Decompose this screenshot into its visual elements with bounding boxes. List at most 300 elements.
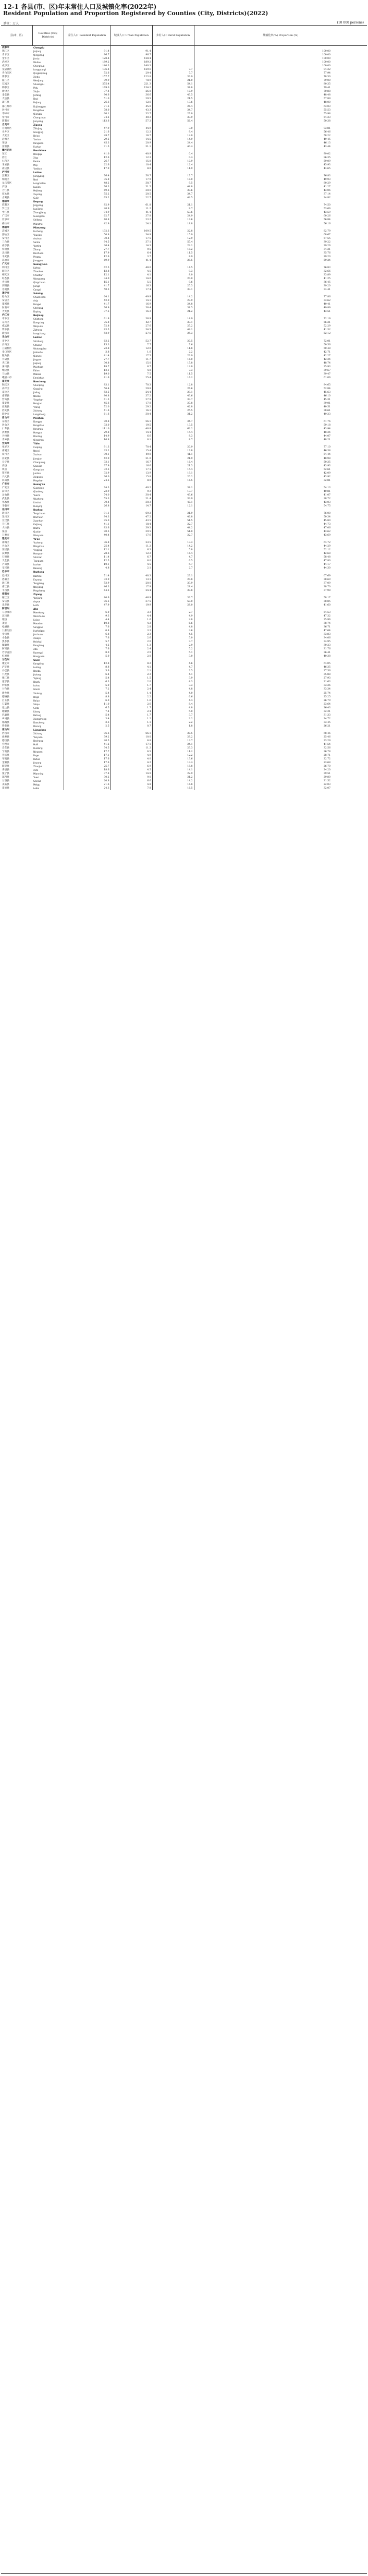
table-row [1,343,367,347]
table-row [1,203,367,207]
cell-urban: 27.6 [111,324,152,328]
cell-rural: 12.0 [152,134,194,138]
cell-area-en: Anzhou [33,237,42,240]
cell-rural [152,46,194,50]
table-row [1,218,367,222]
cell-resident: 6.4 [64,673,111,676]
cell-area: 夹江县 [2,361,9,365]
cell-area: 珙县 [2,468,7,471]
cell-area-en: Ebian [33,369,40,372]
cell-area-en: Muchuan [33,365,44,368]
cell-rate: 34.31 [194,248,367,251]
cell-area-en: Ganzi [33,688,40,691]
cell-rate: 44.73 [194,523,367,526]
table-row [1,438,367,442]
cell-area: 巴塘县 [2,713,9,717]
cell-area: 天全县 [2,560,9,563]
table-row [1,68,367,71]
cell-rate: 27.93 [194,676,367,680]
cell-area-en: Changning [33,461,45,464]
cell-rate: 24.20 [194,768,367,772]
cell-rate: 39.67 [194,369,367,372]
cell-urban: 52.7 [111,340,152,343]
cell-rate: 40.81 [194,490,367,493]
cell-rural: 27.9 [152,299,194,303]
cell-urban: 2.6 [111,703,152,706]
cell-area-en: Fucheng [33,229,43,233]
cell-resident: 5.7 [64,640,111,644]
cell-area-en: Zhongjiang [33,211,46,214]
cell-resident: 23.9 [64,490,111,493]
cell-urban: 7.7 [111,343,152,347]
cell-urban: 9.0 [111,776,152,779]
cell-area-en: Jiulong [33,673,41,676]
cell-urban: 3.3 [111,629,152,633]
cell-area-en: Xiqu [33,156,39,159]
cell-area-en: Pengzhou [33,108,44,112]
cell-resident: 96.6 [64,732,111,735]
cell-area-en: Nanbu [33,394,41,397]
cell-resident: 48.2 [64,182,111,185]
cell-resident: 19.0 [64,372,111,376]
cell-resident: 33.0 [64,424,111,427]
cell-rural: 54.1 [152,82,194,86]
cell-rural: 20.5 [152,340,194,343]
cell-area-en: Maerkang [33,611,44,614]
cell-rate: 46.13 [194,141,367,145]
cell-urban: 34.5 [111,328,152,332]
cell-area-en: Yuechi [33,493,41,497]
cell-rate [194,508,367,512]
table-row [1,127,367,130]
table-row [1,266,367,270]
cell-rate: 35.88 [194,673,367,676]
table-row [1,365,367,369]
table-row [1,79,367,82]
cell-urban [111,123,152,127]
cell-rural: 18.8 [152,765,194,768]
cell-rural: 12.2 [152,754,194,757]
cell-urban: 49.0 [111,453,152,456]
cell-area-en: Qingshen [33,439,44,442]
cell-urban: 6.3 [111,548,152,552]
cell-resident: 7.4 [64,710,111,713]
cell-resident: 17.9 [64,167,111,171]
cell-rural [152,64,194,68]
cell-rural: 11.8 [152,347,194,350]
cell-rural: 11.5 [152,372,194,376]
cell-area-en: Yucheng [33,541,43,545]
cell-rate: 55.53 [194,108,367,112]
cell-area: 攀枝花市 [2,149,12,152]
cell-area: 安居区 [2,299,9,303]
cell-rate: 45.63 [194,391,367,394]
cell-area-en: Yilong [33,406,40,409]
cell-rural: 9.7 [152,207,194,211]
cell-area-en: Shizhong [33,340,44,343]
table-row [1,189,367,192]
cell-rate: 30.23 [194,644,367,647]
table-row [1,369,367,372]
cell-rural: 34.7 [152,108,194,112]
cell-area: 巴州区 [2,574,9,577]
cell-resident: 96.7 [64,53,111,57]
cell-area: 峨眉山市 [2,376,12,379]
cell-area: 苍溪县 [2,288,9,292]
cell-rural: 14.1 [152,768,194,772]
cell-urban: 1.1 [111,721,152,724]
cell-rate: 38.85 [194,600,367,603]
cell-urban: 25.4 [111,376,152,380]
cell-urban: 129.6 [111,68,152,71]
table-row [1,156,367,160]
cell-resident: 17.6 [64,757,111,761]
cell-area: 若尔盖县 [2,651,12,655]
cell-rate: 93.81 [194,127,367,130]
table-row [1,566,367,570]
cell-area: 沿滩区 [2,138,9,141]
table-row [1,717,367,721]
table-row [1,541,367,545]
cell-rural: 13.5 [152,424,194,427]
cell-rural: 5.2 [152,647,194,651]
cell-rate: 50.38 [194,119,367,123]
cell-rural: 21.1 [152,203,194,207]
cell-area-en: Daofu [33,681,40,684]
cell-area-en: Gongjing [33,130,43,134]
cell-urban: 16.3 [111,310,152,313]
cell-rural [152,262,194,266]
cell-rate: 42.71 [194,350,367,354]
group-header-row [1,537,367,541]
cell-area-en: Songpan [33,625,43,628]
cell-area: 金牛区 [2,57,9,61]
cell-rate: 34.82 [194,196,367,200]
group-header-row [1,728,367,732]
cell-area-en: Xuanhan [33,519,43,523]
table-row [1,310,367,313]
cell-urban: 221.3 [111,82,152,86]
cell-rate: 33.45 [194,721,367,724]
table-row [1,445,367,449]
cell-area: 阆中市 [2,413,9,416]
cell-area-en: Meishan [33,417,44,420]
cell-rate: 49.45 [194,138,367,141]
cell-rural: 7.7 [152,71,194,75]
table-row [1,501,367,504]
group-header-row [1,380,367,383]
cell-area: 叙州区 [2,453,9,456]
table-row [1,633,367,636]
table-row [1,710,367,713]
cell-urban: 19.5 [111,424,152,427]
cell-area-en: Dujiangyan [33,105,46,108]
table-row [1,229,367,233]
cell-rural: 15.8 [152,361,194,365]
cell-urban: 69.2 [111,512,152,515]
cell-area: 东区 [2,152,7,155]
cell-area: 大竹县 [2,527,9,530]
cell-rural: 10.9 [152,90,194,93]
cell-area-en: Ziliujing [33,127,42,130]
cell-area: 彭州市 [2,108,9,112]
table-row [1,196,367,200]
cell-resident: 14.9 [64,434,111,438]
cell-area: 岳池县 [2,493,9,497]
cell-resident: 90.6 [64,93,111,97]
cell-rural [152,57,194,61]
table-row [1,703,367,706]
cell-rural: 0.4 [152,152,194,156]
table-row [1,222,367,226]
cell-rural: 6.5 [152,559,194,563]
cell-urban: 14.5 [111,138,152,141]
cell-area: 康定市 [2,662,9,666]
cell-urban: 2.4 [111,647,152,651]
cell-rate: 50.35 [194,461,367,464]
cell-area-en: Wanyuan [33,534,44,537]
table-row [1,471,367,475]
cell-rate [194,380,367,383]
cell-area: 得荣县 [2,724,9,728]
cell-area-en: Xinjin [33,90,40,93]
cell-rural [152,53,194,57]
cell-rural: 51.0 [152,530,194,534]
cell-rate: 48.21 [194,438,367,442]
cell-urban: 16.3 [111,284,152,288]
cell-resident: 52.6 [64,71,111,75]
cell-area-en: Jiange [33,285,40,288]
table-row [1,119,367,123]
table-row [1,354,367,358]
table-row [1,328,367,332]
cell-urban: 15.8 [111,475,152,479]
cell-area: 盐亭县 [2,244,9,247]
cell-area-en: Beichuan [33,251,44,255]
cell-rate [194,570,367,574]
cell-rate [194,46,367,50]
table-row [1,413,367,416]
table-row [1,340,367,343]
table-row [1,361,367,365]
cell-urban: 4.2 [111,761,152,765]
cell-area: 东兴区 [2,321,9,324]
cell-rate: 25.25 [194,695,367,699]
cell-area-en: Zizhong [33,329,42,332]
cell-area: 会理市 [2,743,9,746]
cell-rate: 68.46 [194,732,367,735]
cell-resident: 7.6 [64,636,111,640]
cell-resident: 33.2 [64,449,111,453]
cell-rural: 34.7 [152,420,194,424]
cell-area-en: Tianquan [33,560,44,563]
group-header-row [1,313,367,317]
cell-area: 冕宁县 [2,772,9,776]
cell-rate: 58.22 [194,134,367,138]
cell-area: 自流井区 [2,127,12,130]
cell-area: 安岳县 [2,600,9,603]
cell-resident: 71.5 [64,145,111,149]
cell-area: 江油市 [2,259,9,262]
cell-rural: 7.7 [152,68,194,71]
cell-area-en: Aba [33,648,38,651]
cell-area-en: Shimian [33,556,42,559]
cell-rate: 32.56 [194,746,367,750]
group-header-row [1,149,367,152]
cell-area-en: Lezhi [33,603,39,607]
cell-rural: 34.8 [152,86,194,90]
cell-rate: 32.66 [194,270,367,273]
cell-area-en: Huili [33,743,39,746]
table-row [1,93,367,97]
cell-rural: 42.5 [152,196,194,200]
cell-rural: 39.8 [152,589,194,592]
cell-resident: 72.0 [64,405,111,409]
cell-area-en: Peng'an [33,402,42,405]
cell-area: 渠县 [2,530,7,534]
cell-rate: 40.41 [194,303,367,306]
cell-resident: 20.9 [64,207,111,211]
cell-area: 小金县 [2,637,9,640]
cell-area-en: Huaying [33,504,43,507]
cell-rural: 22.8 [152,229,194,233]
cell-rate: 41.07 [194,493,367,497]
cell-resident: 70.4 [64,501,111,504]
cell-area: 宁南县 [2,751,9,754]
cell-resident: 21.6 [64,783,111,787]
cell-rate: 44.17 [194,563,367,566]
cell-resident: 76.3 [64,185,111,189]
cell-resident [64,592,111,596]
cell-rural: 8.7 [152,438,194,442]
cell-rate: 46.10 [194,394,367,398]
cell-urban: 23.2 [111,218,152,222]
cell-rate: 49.33 [194,413,367,416]
table-row [1,464,367,468]
cell-urban: 16.9 [111,303,152,306]
cell-area: 五通桥区 [2,347,12,350]
cell-rate: 37.09 [194,582,367,585]
table-row [1,273,367,277]
cell-resident: 12.5 [64,559,111,563]
group-header-row [1,607,367,611]
cell-urban: 37.2 [111,394,152,398]
cell-rural: 25.5 [152,409,194,413]
cell-resident: 32.9 [64,471,111,475]
table-row [1,600,367,603]
cell-area-en: Derong [33,724,42,728]
cell-rural: 4.6 [152,662,194,666]
cell-rural: 16.5 [152,787,194,790]
cell-area-en: Jinchuan [33,633,43,636]
cell-resident: 3.8 [64,350,111,354]
cell-rate: 82.79 [194,229,367,233]
table-row [1,86,367,90]
cell-rate: 48.98 [194,457,367,461]
table-row [1,534,367,537]
cell-resident: 41.4 [64,354,111,358]
cell-urban: 41.4 [111,211,152,214]
cell-urban: 38.7 [111,182,152,185]
cell-area: 纳溪区 [2,178,9,182]
table-row [1,152,367,156]
table-row [1,116,367,119]
cell-rate: 37.14 [194,192,367,196]
cell-area-en: Jiajiang [33,361,42,365]
cell-resident: 11.4 [64,555,111,559]
cell-area-en: Luding [33,666,41,669]
cell-urban: 30.0 [111,189,152,192]
group-header-row [1,482,367,486]
cell-urban: 38.4 [111,306,152,310]
cell-rate: 44.65 [194,167,367,171]
cell-rate: 48.00 [194,101,367,104]
cell-area: 西充县 [2,409,9,413]
cell-rate [194,416,367,420]
cell-area: 绵竹市 [2,222,9,225]
cell-rural: 29.1 [152,391,194,394]
cell-rural: 42.8 [152,405,194,409]
cell-rate: 39.47 [194,372,367,376]
cell-rate: 100.00 [194,53,367,57]
cell-rate: 54.75 [194,504,367,508]
cell-area: 荣县 [2,141,7,144]
cell-resident: 45.3 [64,141,111,145]
cell-resident: 6.0 [64,611,111,614]
table-row [1,757,367,761]
cell-area: 市中区 [2,340,9,343]
cell-rate: 23.68 [194,761,367,765]
cell-area-en: Jingyan [33,358,42,361]
cell-resident: 53.5 [64,391,111,394]
cell-resident: 136.4 [64,68,111,71]
cell-urban: 2.0 [111,655,152,658]
cell-rate: 50.56 [194,343,367,347]
cell-rural: 13.3 [152,541,194,545]
cell-urban [111,149,152,152]
cell-area: 巴中市 [2,571,9,574]
header-urban: 城镇人口 Urban Population [111,26,152,46]
cell-area: 沙湾区 [2,343,9,346]
cell-area: 丹棱县 [2,435,9,438]
cell-urban: 40.3 [111,116,152,119]
cell-rural: 2.8 [152,618,194,622]
cell-area-en: Anyue [33,600,41,603]
cell-area-en: Longmatan [33,182,46,185]
cell-urban: 1.3 [111,644,152,647]
cell-area-en: Wuhou [33,61,41,64]
cell-urban: 6.9 [111,765,152,768]
cell-rural: 26.4 [152,105,194,108]
table-row [1,53,367,57]
table-row [1,277,367,281]
cell-area-en: Rangtang [33,644,44,647]
cell-rural: 28.5 [152,259,194,262]
cell-area: 红原县 [2,655,9,658]
cell-resident: 7.2 [64,687,111,691]
cell-area: 市中区 [2,318,9,321]
cell-area-en: Quxian [33,530,41,534]
cell-rural: 4.5 [152,633,194,636]
cell-area: 九寨沟县 [2,629,12,632]
cell-resident: 34.0 [64,277,111,281]
cell-area: 贡井区 [2,130,9,134]
cell-area: 游仙区 [2,233,9,236]
cell-resident: 189.2 [64,61,111,64]
cell-resident: 34.5 [64,746,111,750]
cell-area-en: Yanbian [33,167,42,171]
cell-area: 乐至县 [2,603,9,607]
